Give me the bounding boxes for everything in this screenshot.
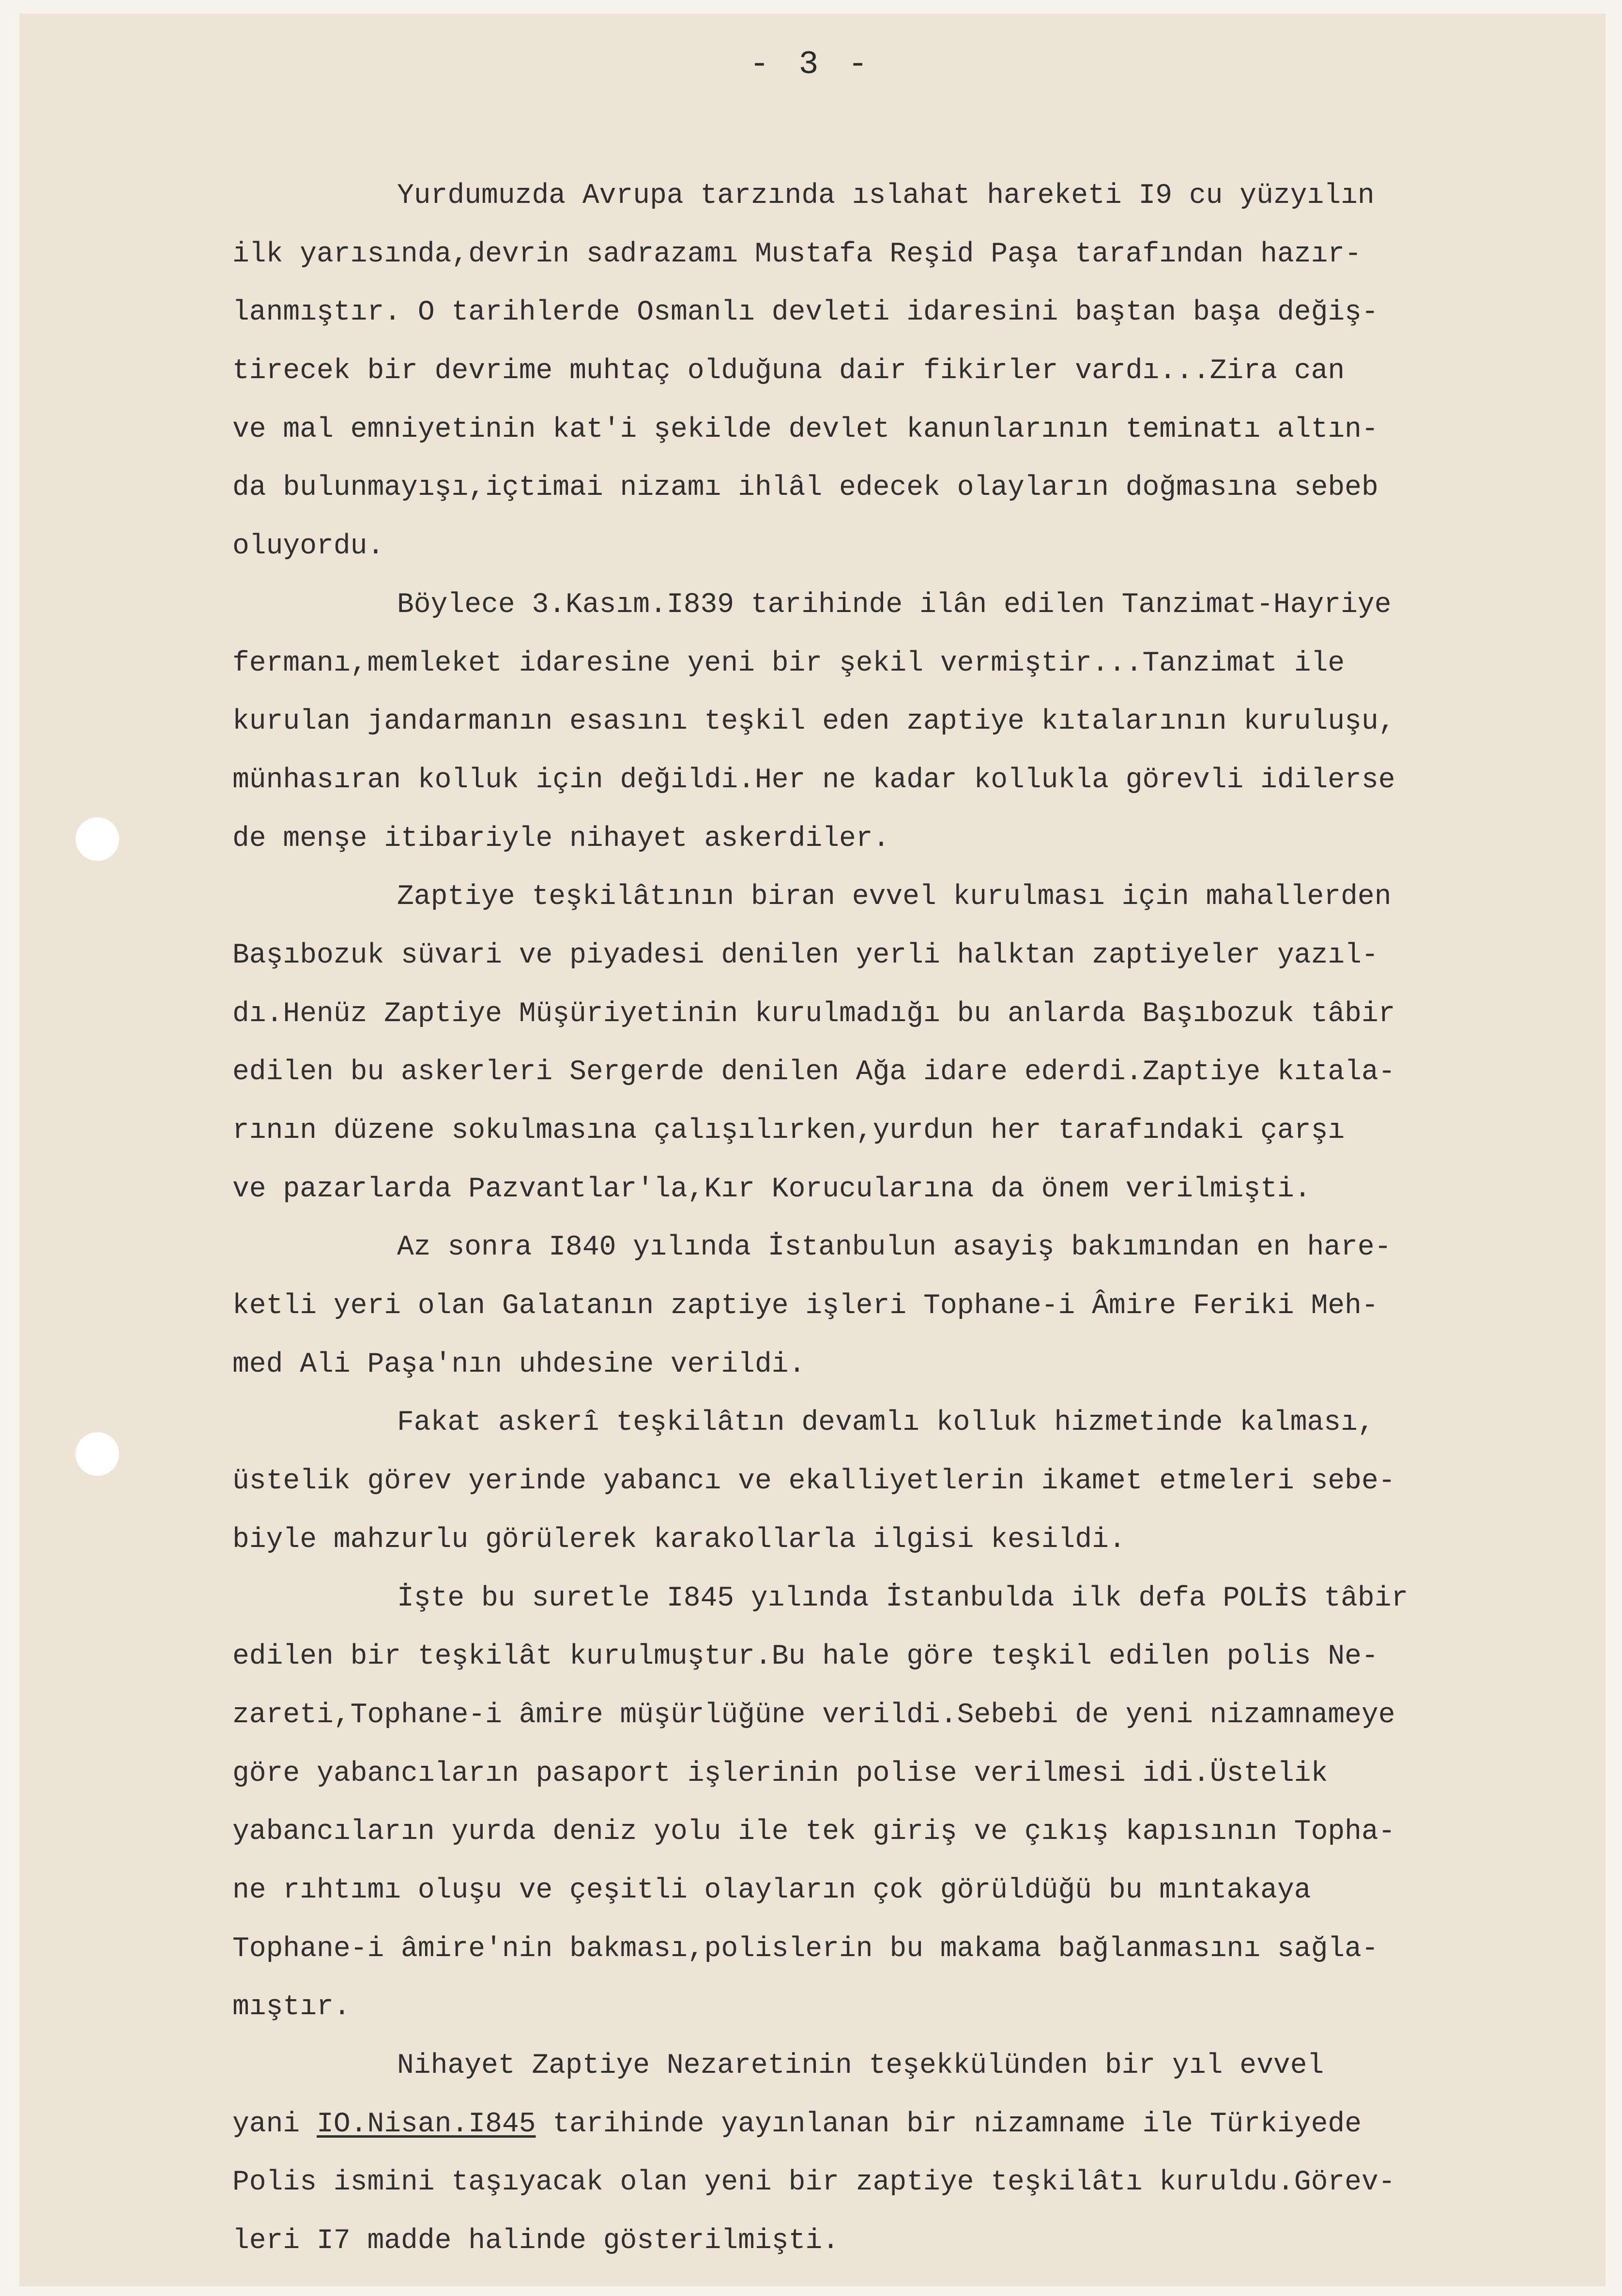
text-line: münhasıran kolluk için değildi.Her ne kadar kollukla görevli idilerse <box>232 764 1395 796</box>
text-line: Başıbozuk süvari ve piyadesi denilen yerli halktan zaptiyeler yazıl- <box>232 939 1378 971</box>
text-line: ne rıhtımı oluşu ve çeşitli olayların çok görüldüğü bu mıntakaya <box>232 1874 1311 1906</box>
text-line: zareti,Tophane-i âmire müşürlüğüne verildi.Sebebi de yeni nizamnameye <box>232 1699 1395 1731</box>
text-line: Az sonra I840 yılında İstanbulun asayiş bakımından en hare- <box>397 1232 1392 1264</box>
text-segment: tarihinde yayınlanan bir nizamname ile Türkiyede <box>536 2108 1362 2140</box>
text-line: Tophane-i âmire'nin bakması,polislerin bu makama bağlanmasını sağla- <box>232 1933 1378 1965</box>
text-line: ketli yeri olan Galatanın zaptiye işleri Tophane-i Âmire Feriki Meh- <box>232 1290 1378 1322</box>
text-line: Polis ismini taşıyacak olan yeni bir zaptiye teşkilâtı kuruldu.Görev- <box>232 2167 1395 2199</box>
text-line: ve mal emniyetinin kat'i şekilde devlet kanunlarının teminatı altın- <box>232 413 1378 445</box>
text-line: edilen bir teşkilât kurulmuştur.Bu hale göre teşkil edilen polis Ne- <box>232 1641 1378 1673</box>
underlined-date: IO.Nisan.I845 <box>317 2108 536 2140</box>
text-line: de menşe itibariyle nihayet askerdiler. <box>232 823 890 855</box>
text-line: oluyordu. <box>232 531 384 563</box>
text-line <box>232 2096 1598 2154</box>
text-line: Yurdumuzda Avrupa tarzında ıslahat hareketi I9 cu yüzyılın <box>397 180 1375 212</box>
scan-border-top <box>0 0 1622 14</box>
text-line: Fakat askerî teşkilâtın devamlı kolluk hizmetinde kalması, <box>397 1407 1375 1439</box>
text-line: biyle mahzurlu görülerek karakollarla ilgisi kesildi. <box>232 1524 1126 1556</box>
text-line: med Ali Paşa'nın uhdesine verildi. <box>232 1348 806 1380</box>
text-line: Zaptiye teşkilâtının biran evvel kurulması için mahallerden <box>397 881 1392 913</box>
text-line: İşte bu suretle I845 yılında İstanbulda ilk defa POLİS tâbir <box>397 1582 1408 1614</box>
text-line: Böylece 3.Kasım.I839 tarihinde ilân edilen Tanzimat-Hayriye <box>397 589 1392 621</box>
page-number: - 3 - <box>749 46 873 83</box>
text-line: da bulunmayışı,içtimai nizamı ihlâl edecek olayların doğmasına sebeb <box>232 472 1378 504</box>
text-line: ilk yarısında,devrin sadrazamı Mustafa Reşid Paşa tarafından hazır- <box>232 238 1362 270</box>
text-segment: yani <box>232 2108 317 2140</box>
scan-border-left <box>0 0 19 2296</box>
scan-border-right <box>1606 0 1622 2296</box>
text-line: tirecek bir devrime muhtaç olduğuna dair fikirler vardı...Zira can <box>232 355 1345 387</box>
text-line: rının düzene sokulmasına çalışılırken,yurdun her tarafındaki çarşı <box>232 1115 1345 1147</box>
text-line: ve pazarlarda Pazvantlar'la,Kır Korucularına da önem verilmişti. <box>232 1173 1311 1205</box>
text-line: mıştır. <box>232 1991 351 2023</box>
text-line: fermanı,memleket idaresine yeni bir şekil vermiştir...Tanzimat ile <box>232 647 1345 679</box>
text-line: leri I7 madde halinde gösterilmişti. <box>232 2225 840 2257</box>
text-line: kurulan jandarmanın esasını teşkil eden zaptiye kıtalarının kuruluşu, <box>232 706 1395 738</box>
text-line: yabancıların yurda deniz yolu ile tek giriş ve çıkış kapısının Topha- <box>232 1816 1395 1848</box>
scan-border-bottom <box>0 2286 1622 2296</box>
text-line: göre yabancıların pasaport işlerinin polise verilmesi idi.Üstelik <box>232 1758 1328 1790</box>
text-line: dı.Henüz Zaptiye Müşüriyetinin kurulmadığı bu anlarda Başıbozuk tâbir <box>232 998 1395 1030</box>
typewritten-body <box>232 167 1598 2271</box>
text-line: edilen bu askerleri Sergerde denilen Ağa idare ederdi.Zaptiye kıtala- <box>232 1056 1395 1088</box>
text-line: üstelik görev yerinde yabancı ve ekalliyetlerin ikamet etmeleri sebe- <box>232 1466 1395 1498</box>
punch-hole <box>76 817 119 861</box>
text-line: lanmıştır. O tarihlerde Osmanlı devleti idaresini baştan başa değiş- <box>232 297 1378 329</box>
punch-hole <box>76 1432 119 1476</box>
text-line: Nihayet Zaptiye Nezaretinin teşekkülünden bir yıl evvel <box>397 2050 1324 2082</box>
